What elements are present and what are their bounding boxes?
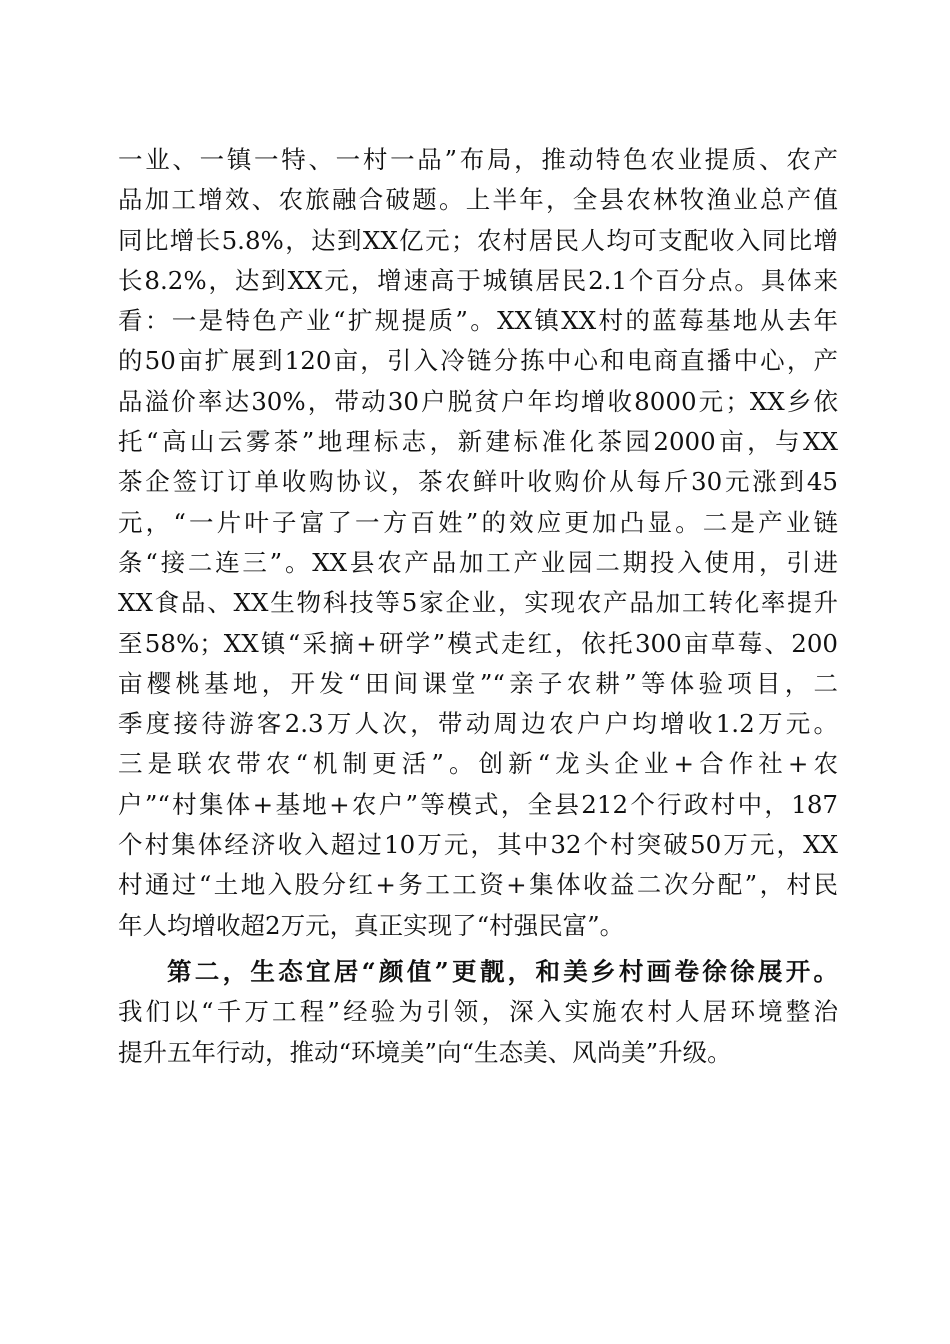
text-line: 户”“村集体+基地+农户”等模式，全县212个行政村中，187 [118, 789, 838, 819]
text-line: 看：一是特色产业“扩规提质”。XX镇XX村的蓝莓基地从去年 [118, 306, 838, 336]
text-line: 亩樱桃基地，开发“田间课堂”“亲子农耕”等体验项目，二 [118, 668, 838, 698]
text-line: 同比增长5.8%，达到XX亿元；农村居民人均可支配收入同比增 [118, 225, 838, 255]
section-heading: 第二，生态宜居“颜值”更靓，和美乡村画卷徐徐展开。 [167, 956, 838, 986]
text-line: 至58%；XX镇“采摘+研学”模式走红，依托300亩草莓、200 [118, 628, 838, 658]
text-line: 提升五年行动，推动“环境美”向“生态美、风尚美”升级。 [118, 1037, 732, 1067]
text-line: 品加工增效、农旅融合破题。上半年，全县农林牧渔业总产值 [118, 185, 838, 215]
text-line: 个村集体经济收入超过10万元，其中32个村突破50万元，XX [118, 830, 838, 860]
paragraph-ecology [118, 952, 838, 1073]
text-line: 村通过“土地入股分红+务工工资+集体收益二次分配”，村民 [118, 870, 838, 900]
text-line: 品溢价率达30%，带动30户脱贫户年均增收8000元；XX乡依 [118, 386, 838, 416]
text-line: 长8.2%，达到XX元，增速高于城镇居民2.1个百分点。具体来 [118, 265, 838, 295]
text-line: 茶企签订订单收购协议，茶农鲜叶收购价从每斤30元涨到45 [118, 467, 838, 497]
text-line: 条“接二连三”。XX县农产品加工产业园二期投入使用，引进 [118, 547, 838, 577]
text-line: XX食品、XX生物科技等5家企业，实现农产品加工转化率提升 [118, 588, 838, 618]
text-line: 的50亩扩展到120亩，引入冷链分拣中心和电商直播中心，产 [118, 346, 838, 376]
text-line: 三是联农带农“机制更活”。创新“龙头企业+合作社+农 [118, 749, 838, 779]
text-line: 年人均增收超2万元，真正实现了“村强民富”。 [118, 910, 625, 940]
text-line: 我们以“千万工程”经验为引领，深入实施农村人居环境整治 [118, 997, 838, 1027]
document-body [118, 140, 838, 1073]
text-line: 元，“一片叶子富了一方百姓”的效应更加凸显。二是产业链 [118, 507, 838, 537]
text-line: 托“高山云雾茶”地理标志，新建标准化茶园2000亩，与XX [118, 427, 838, 457]
text-line: 一业、一镇一特、一村一品”布局，推动特色农业提质、农产 [118, 145, 838, 174]
paragraph-rural-industry [118, 140, 838, 946]
text-line: 季度接待游客2.3万人次，带动周边农户户均增收1.2万元。 [118, 709, 838, 739]
